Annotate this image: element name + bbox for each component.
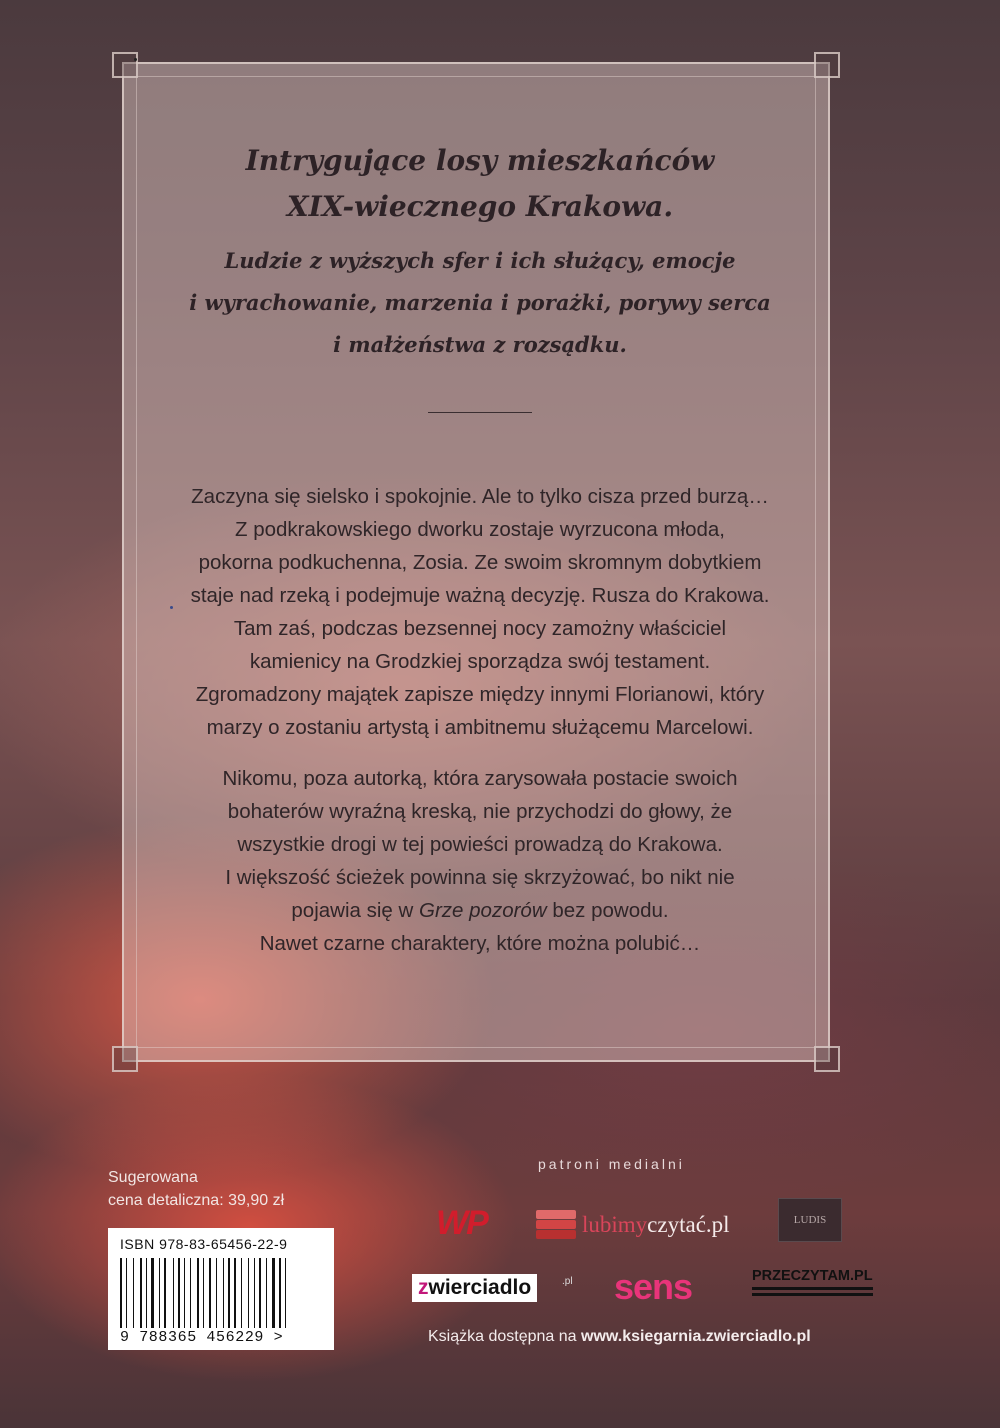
blurb-line: Z podkrakowskiego dworku zostaje wyrzucona młoda,: [235, 518, 725, 541]
barcode-bar: [218, 1258, 221, 1328]
barcode-bar: [126, 1258, 127, 1328]
barcode-bar: [287, 1258, 289, 1328]
barcode-bar: [156, 1258, 158, 1328]
barcode-bar: [181, 1258, 182, 1328]
barcode-bar: [162, 1258, 163, 1328]
store-url: www.ksiegarnia.zwierciadlo.pl: [581, 1328, 811, 1345]
ludis-logo: LUDIS: [778, 1198, 842, 1242]
isbn-text: ISBN 978-83-65456-22-9: [120, 1236, 288, 1252]
barcode-bar: [276, 1258, 277, 1328]
barcode-bar: [197, 1258, 199, 1328]
barcode-bar: [285, 1258, 286, 1328]
blurb-text: bez powodu.: [546, 899, 669, 922]
zw-rest: wierciadlo: [428, 1276, 532, 1299]
barcode-bar: [254, 1258, 255, 1328]
lubimyczytac-wordmark: [582, 1212, 730, 1238]
zwierciadlo-pl-suffix: .pl: [562, 1276, 573, 1287]
suggested-price: [108, 1166, 284, 1212]
tagline: [140, 240, 820, 366]
barcode-bar: [209, 1258, 211, 1328]
blurb-line: wszystkie drogi w tej powieści prowadzą do Krakowa.: [237, 833, 723, 856]
frame-corner-ornament: [112, 1046, 138, 1072]
przeczytam-logo: [752, 1268, 873, 1296]
barcode-bar: [175, 1258, 176, 1328]
barcode-bar: [120, 1258, 122, 1328]
books-stack-icon: [536, 1208, 576, 1242]
barcode-bar: [201, 1258, 202, 1328]
divider: [428, 412, 532, 413]
barcode-bar: [279, 1258, 281, 1328]
media-patrons-label: patroni medialni: [538, 1156, 685, 1172]
blurb-line: marzy o zostaniu artystą i ambitnemu służącemu Marcelowi.: [206, 716, 754, 739]
blurb-line: Nawet czarne charaktery, które można polubić…: [259, 932, 701, 955]
barcode-digits: 9 788365 456229 >: [120, 1329, 284, 1346]
barcode-bar: [238, 1258, 239, 1328]
barcode-bar: [133, 1258, 134, 1328]
barcode-bar: [216, 1258, 217, 1328]
barcode-bar: [178, 1258, 180, 1328]
blurb-line: pokorna podkuchenna, Zosia. Ze swoim skromnym dobytkiem: [198, 551, 762, 574]
przeczytam-wordmark: PRZECZYTAM.PL: [752, 1268, 873, 1284]
barcode-bar: [186, 1258, 188, 1328]
barcode-bar: [282, 1258, 283, 1328]
barcode-bar: [234, 1258, 236, 1328]
barcode-bar: [129, 1258, 132, 1328]
barcode-bar: [193, 1258, 196, 1328]
barcode-bar: [206, 1258, 207, 1328]
barcode-bar: [263, 1258, 265, 1328]
barcode-bar: [143, 1258, 144, 1328]
frame-corner-ornament: [814, 52, 840, 78]
barcode-bar: [259, 1258, 261, 1328]
wp-logo: WP: [436, 1204, 487, 1242]
barcode-bar: [146, 1258, 147, 1328]
blurb-line: [150, 894, 810, 927]
barcode-bar: [248, 1258, 249, 1328]
blurb-paragraph-2: [150, 762, 810, 960]
czytac-text: czytać.pl: [647, 1212, 730, 1237]
barcode-bar: [232, 1258, 233, 1328]
headline-line: Intrygujące losy mieszkańców: [245, 144, 715, 177]
blurb-line: kamienicy na Grodzkiej sporządza swój testament.: [249, 650, 711, 673]
tagline-line: i wyrachowanie, marzenia i porażki, porywy serca: [189, 290, 771, 315]
barcode-bar: [140, 1258, 142, 1328]
przeczytam-underline: [752, 1287, 873, 1296]
barcode-bar: [203, 1258, 204, 1328]
lubimyczytac-logo: [536, 1208, 730, 1242]
frame-corner-ornament: [112, 52, 138, 78]
blurb-line: Nikomu, poza autorką, która zarysowała postacie swoich: [222, 767, 738, 790]
blurb-line: Tam zaś, podczas bezsennej nocy zamożny właściciel: [233, 617, 727, 640]
blurb-line: staje nad rzeką i podejmuje ważną decyzję. Rusza do Krakowa.: [190, 584, 770, 607]
barcode-bar: [228, 1258, 230, 1328]
barcode-bar: [151, 1258, 154, 1328]
book-title: Grze pozorów: [419, 899, 547, 922]
price-label: Sugerowana: [108, 1169, 198, 1186]
blurb-paragraph-1: [150, 480, 810, 744]
barcode-bar: [168, 1258, 171, 1328]
barcode-bar: [164, 1258, 166, 1328]
barcode-bar: [184, 1258, 185, 1328]
tagline-line: i małżeństwa z rozsądku.: [333, 332, 627, 357]
dust-speck: [134, 58, 137, 61]
barcode: [108, 1228, 334, 1350]
barcode-bar: [173, 1258, 174, 1328]
blurb-line: I większość ścieżek powinna się skrzyżować, bo nikt nie: [225, 866, 735, 889]
zwierciadlo-wordmark: [418, 1276, 531, 1300]
availability-note: [428, 1328, 811, 1346]
barcode-bar: [243, 1258, 246, 1328]
barcode-bar: [190, 1258, 191, 1328]
barcode-bar: [148, 1258, 149, 1328]
barcode-bar: [212, 1258, 214, 1328]
lubimy-text: lubimy: [582, 1212, 648, 1237]
barcode-bars: [120, 1258, 322, 1328]
barcode-bar: [266, 1258, 267, 1328]
tagline-line: Ludzie z wyższych sfer i ich służący, emocje: [224, 248, 736, 273]
blurb-text: pojawia się w: [291, 899, 420, 922]
barcode-bar: [241, 1258, 242, 1328]
barcode-bar: [272, 1258, 275, 1328]
headline: [140, 138, 820, 230]
barcode-bar: [269, 1258, 270, 1328]
blurb-line: Zaczyna się sielsko i spokojnie. Ale to tylko cisza przed burzą…: [191, 485, 769, 508]
blurb-line: bohaterów wyraźną kreską, nie przychodzi do głowy, że: [227, 800, 733, 823]
sens-logo: sens: [614, 1266, 693, 1307]
zw-z-letter: z: [418, 1276, 429, 1299]
availability-prefix: Książka dostępna na: [428, 1328, 581, 1345]
dust-speck: [170, 606, 173, 609]
frame-corner-ornament: [814, 1046, 840, 1072]
barcode-bar: [159, 1258, 160, 1328]
headline-line: XIX-wiecznego Krakowa.: [286, 190, 674, 223]
price-value: cena detaliczna: 39,90 zł: [108, 1192, 285, 1209]
blurb-line: Zgromadzony majątek zapisze między innymi Florianowi, który: [195, 683, 765, 706]
barcode-bar: [124, 1258, 125, 1328]
barcode-bar: [223, 1258, 224, 1328]
zwierciadlo-logo: [412, 1274, 537, 1302]
barcode-bar: [136, 1258, 138, 1328]
barcode-bar: [226, 1258, 227, 1328]
barcode-bar: [257, 1258, 258, 1328]
barcode-bar: [250, 1258, 252, 1328]
